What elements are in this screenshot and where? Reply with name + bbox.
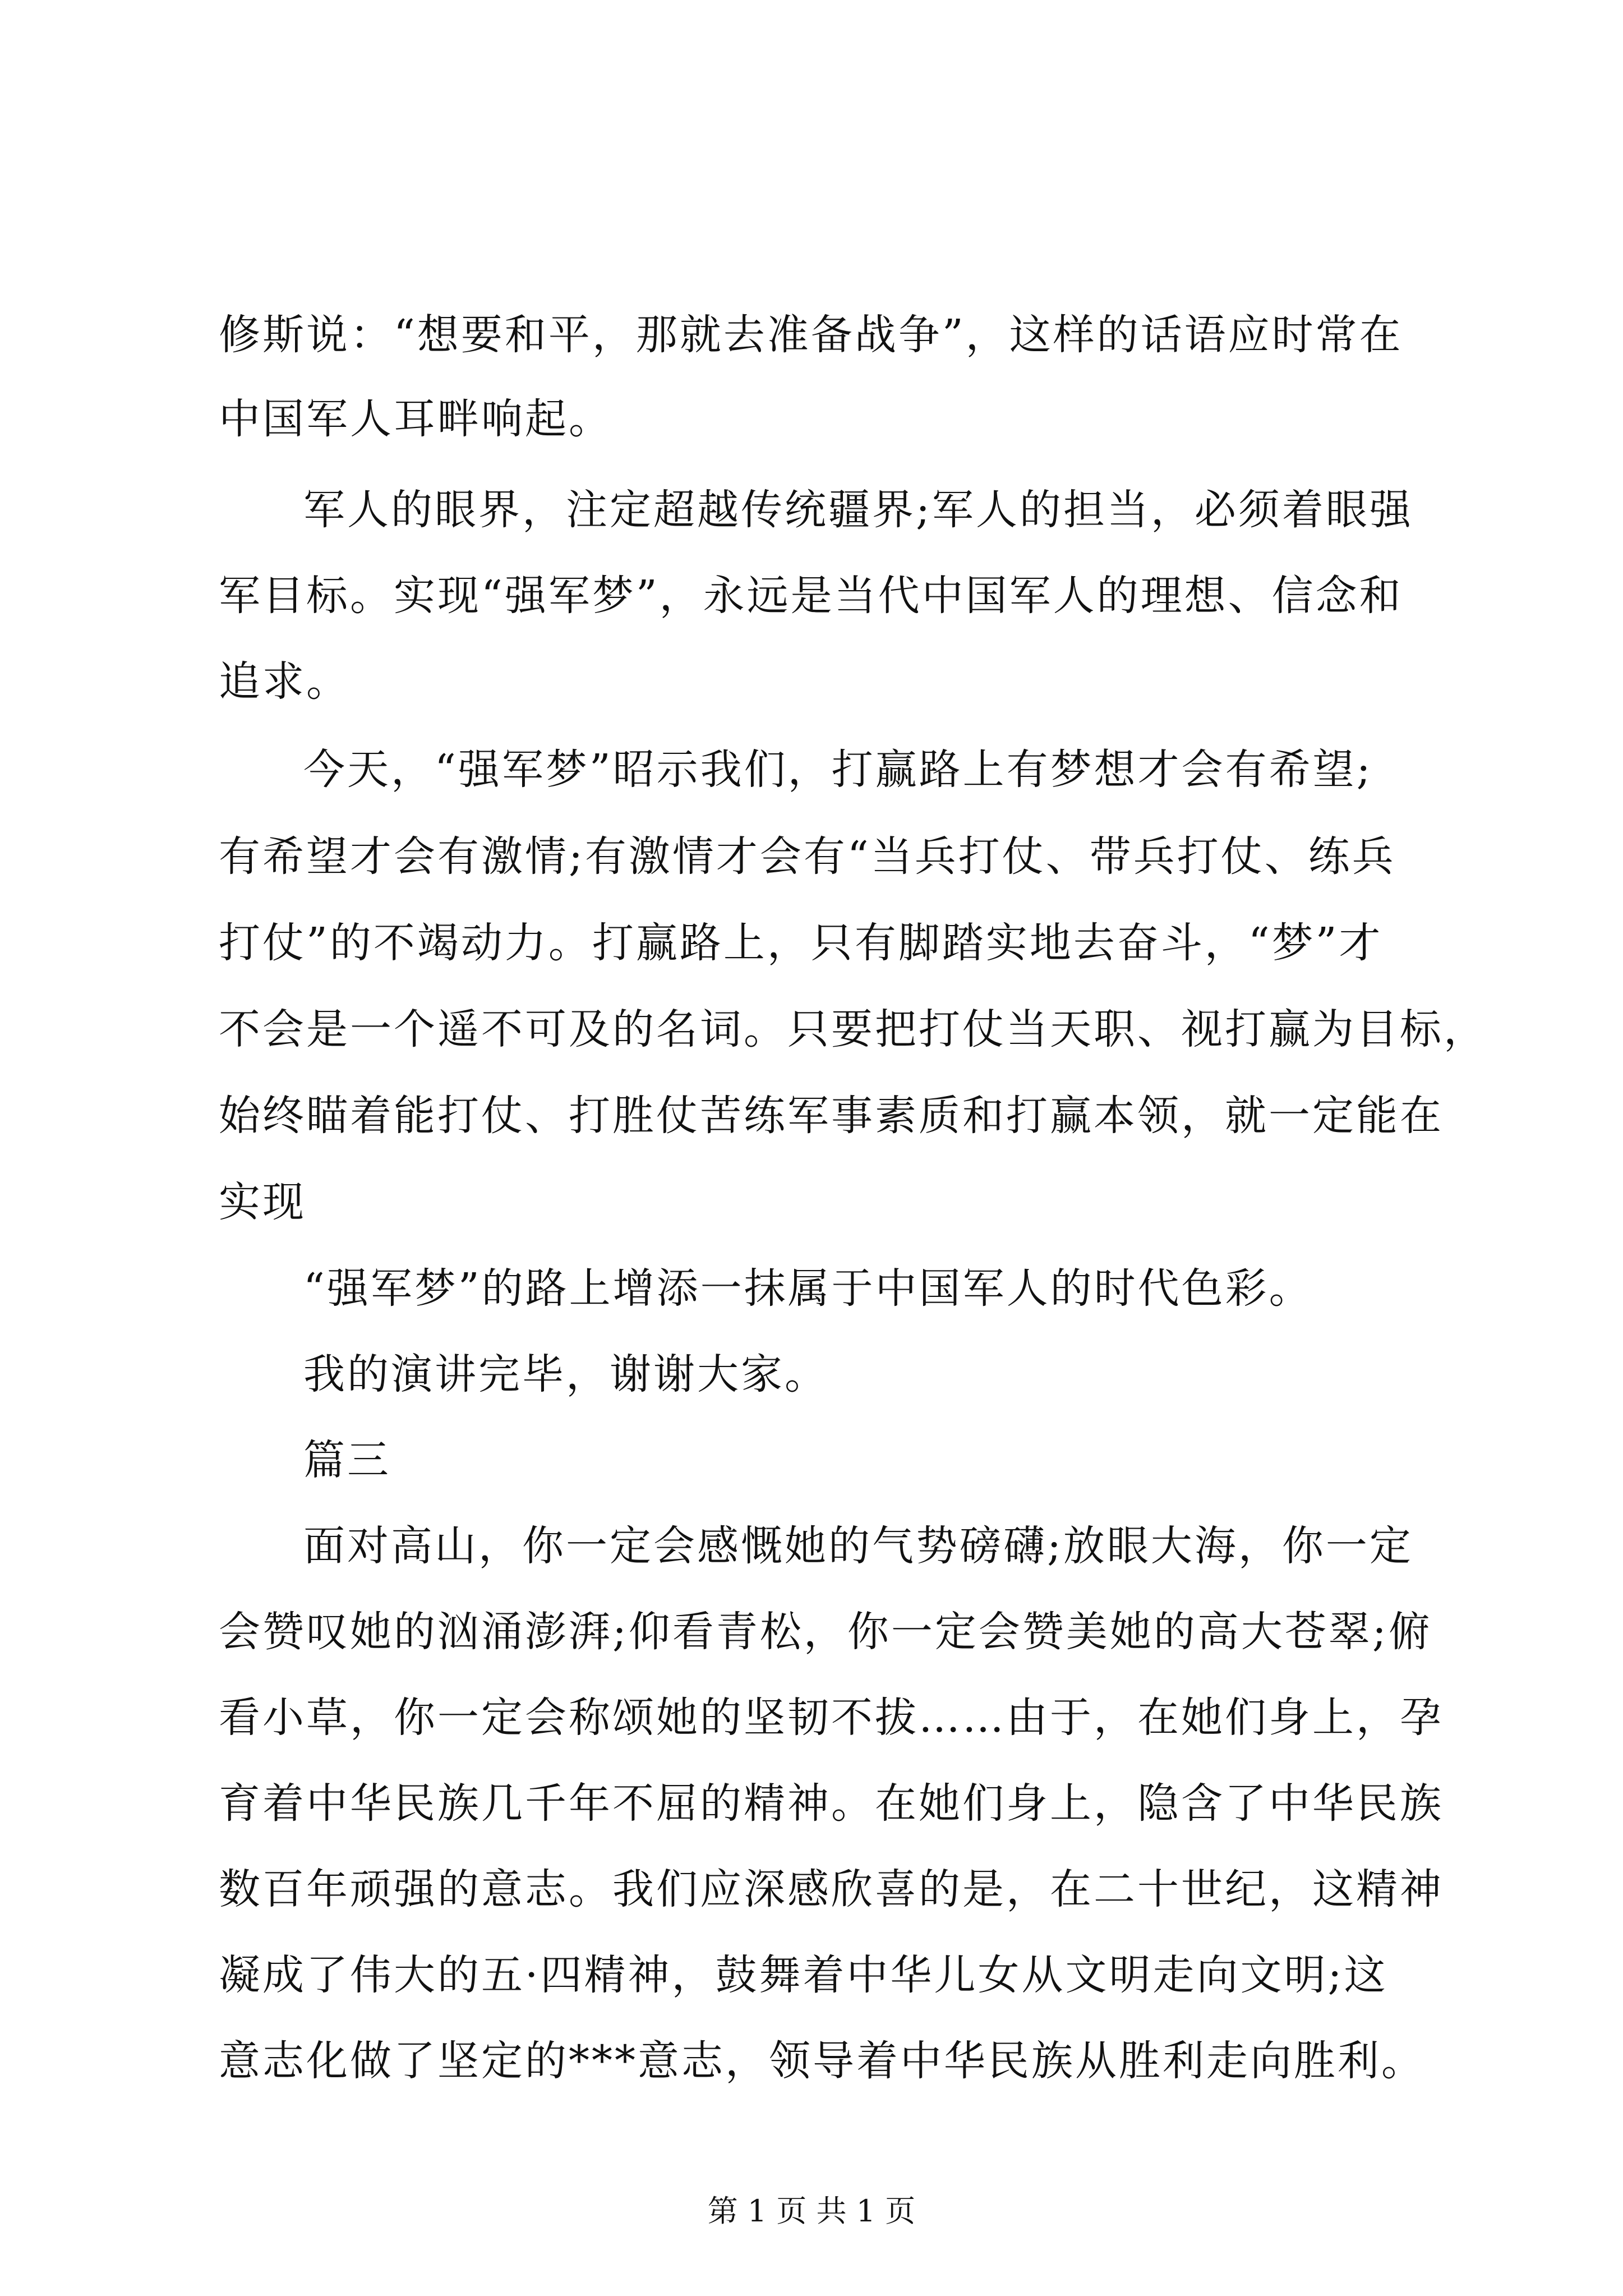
text-line: 我的演讲完毕，谢谢大家。 xyxy=(303,1350,828,1398)
section-heading: 篇三 xyxy=(303,1436,391,1484)
text-line: 实现 xyxy=(219,1178,306,1226)
text-line: 不会是一个遥不可及的名词。只要把打仗当天职、视打赢为目标， xyxy=(219,1005,1487,1053)
text-line: 有希望才会有激情;有激情才会有“当兵打仗、带兵打仗、练兵 xyxy=(219,832,1396,881)
text-line: 今天，“强军梦”昭示我们，打赢路上有梦想才会有希望; xyxy=(303,746,1373,794)
text-line: 会赞叹她的汹涌澎湃;仰看青松，你一定会赞美她的高大苍翠;俯 xyxy=(219,1608,1432,1656)
text-line: 凝成了伟大的五·四精神，鼓舞着中华儿女从文明走向文明;这 xyxy=(219,1951,1388,1999)
text-line: 修斯说：“想要和平，那就去准备战争”，这样的话语应时常在 xyxy=(219,311,1403,359)
text-line: 打仗”的不竭动力。打赢路上，只有脚踏实地去奋斗，“梦”才 xyxy=(219,919,1383,967)
text-line: 追求。 xyxy=(219,657,350,706)
page-number: 第 1 页 共 1 页 xyxy=(707,2193,916,2229)
text-line: 育着中华民族几千年不屈的精神。在她们身上，隐含了中华民族 xyxy=(219,1779,1444,1828)
text-line: 中国军人耳畔响起。 xyxy=(219,395,612,443)
text-line: 看小草，你一定会称颂她的坚韧不拔……由于，在她们身上，孕 xyxy=(219,1694,1444,1742)
text-line: 意志化做了坚定的***意志，领导着中华民族从胜利走向胜利。 xyxy=(219,2037,1425,2085)
text-line: 军人的眼界，注定超越传统疆界;军人的担当，必须着眼强 xyxy=(303,486,1413,534)
text-line: “强军梦”的路上增添一抹属于中国军人的时代色彩。 xyxy=(303,1264,1313,1313)
text-line: 军目标。实现“强军梦”，永远是当代中国军人的理想、信念和 xyxy=(219,572,1403,620)
text-line: 面对高山，你一定会感慨她的气势磅礴;放眼大海，你一定 xyxy=(303,1522,1413,1570)
text-line: 数百年顽强的意志。我们应深感欣喜的是，在二十世纪，这精神 xyxy=(219,1865,1444,1913)
text-line: 始终瞄着能打仗、打胜仗苦练军事素质和打赢本领，就一定能在 xyxy=(219,1092,1444,1140)
